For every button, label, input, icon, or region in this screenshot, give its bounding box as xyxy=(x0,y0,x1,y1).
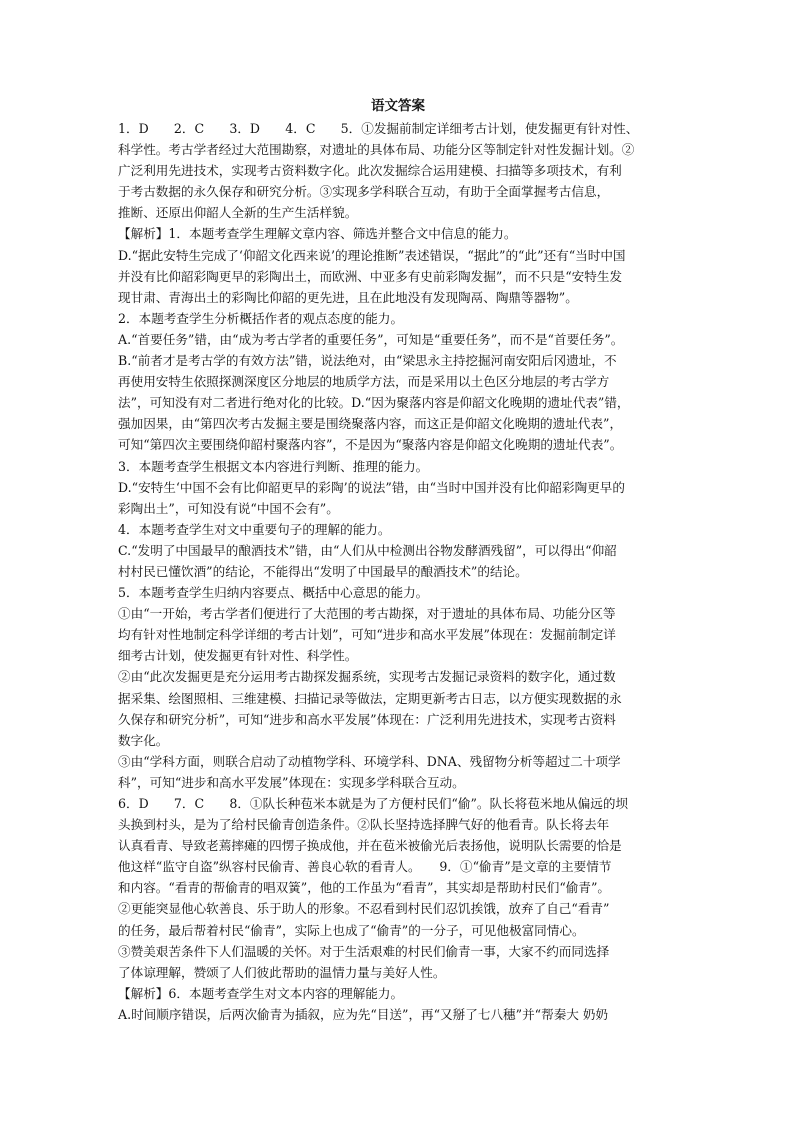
text-line: 和内容。“看青的帮偷青的唱双簧”，他的工作虽为“看青”，其实却是帮助村民们“偷青”。 xyxy=(118,880,611,896)
text-line: 再使用安特生依照探测深度区分地层的地质学方法，而是采用以土色区分地层的考古学方 xyxy=(118,374,610,390)
text-line: 并没有比仰韶彩陶更早的彩陶出土，而欧洲、中亚多有史前彩陶发掘”，而不只是“安特生发 xyxy=(118,268,623,284)
text-line: 2．本题考查学生分析概括作者的观点态度的能力。 xyxy=(118,310,404,326)
text-line: 现甘肃、青海出土的彩陶比仰韶的更先进，且在此地没有发现陶鬲、陶鼎等器物”。 xyxy=(118,289,578,305)
text-line: 3．本题考查学生根据文本内容进行判断、推理的能力。 xyxy=(118,458,429,474)
text-line: C.“发明了中国最早的酿酒技术”错，由“人们从中检测出谷物发酵酒残留”，可以得出“仰韶 xyxy=(118,542,617,558)
text-line: 均有针对性地制定科学详细的考古计划”，可知“进步和高水平发展”体现在：发掘前制定详 xyxy=(118,627,616,643)
text-line: 法”，可知没有对二者进行绝对化的比较。D.“因为聚落内容是仰韶文化晚期的遗址代表”错， xyxy=(118,395,630,411)
text-line: ②更能突显他心软善良、乐于助人的形象。不忍看到村民们忍饥挨饿，放弃了自己“看青” xyxy=(118,901,610,917)
text-line: 久保存和研究分析”，可知“进步和高水平发展”体现在：广泛利用先进技术，实现考古资料 xyxy=(118,711,616,727)
text-line: A.时间顺序错误，后两次偷青为插叙，应为先“目送”，再“又掰了七八穗”并“帮秦大 奶奶 xyxy=(118,1006,609,1022)
text-line: B.“前者才是考古学的有效方法”错，说法绝对，由“梁思永主持挖掘河南安阳后冈遗址，不 xyxy=(118,353,617,369)
text-line: A.“首要任务”错，由“成为考古学者的重要任务”，可知是“重要任务”，而不是“首要任务”。 xyxy=(118,331,624,347)
text-line: 4．本题考查学生对文中重要句子的理解的能力。 xyxy=(118,521,391,537)
text-line: 的任务，最后帮着村民“偷青”，实际上也成了“偷青”的一分子，可见他极富同情心。 xyxy=(118,922,585,938)
document-title: 语文答案 xyxy=(371,98,425,114)
text-line: 科”，可知“进步和高水平发展”体现在：实现多学科联合互动。 xyxy=(118,774,465,790)
text-line: 科学性。考古学者经过大范围勘察，对遗址的具体布局、功能分区等制定针对性发掘计划。② xyxy=(118,142,635,158)
text-line: ③由“学科方面，则联合启动了动植物学科、环境学科、DNA、残留物分析等超过二十项学 xyxy=(118,753,621,769)
text-line: D.“安特生‘中国不会有比仰韶更早的彩陶’的说法”错，由“当时中国并没有比仰韶彩陶更早的 xyxy=(118,479,625,495)
text-line: 5．本题考查学生归纳内容要点、概括中心意思的能力。 xyxy=(118,585,429,601)
text-line: 推断、还原出仰韶人全新的生产生活样貌。 xyxy=(118,205,358,221)
text-line: 6．D 7．C 8．①队长种苞米本就是为了方便村民们“偷”。队长将苞米地从偏远的坝 xyxy=(118,796,629,811)
text-line: 【解析】1．本题考查学生理解文章内容、筛选并整合文中信息的能力。 xyxy=(118,226,517,242)
text-line: ③赞美艰苦条件下人们温暖的关怀。对于生活艰难的村民们偷青一事，大家不约而同选择 xyxy=(118,943,610,959)
text-line: ②由“此次发掘更是充分运用考古勘探发掘系统，实现考古发掘记录资料的数字化，通过数 xyxy=(118,669,616,685)
text-line: 据采集、绘图照相、三维建模、扫描记录等做法，定期更新考古日志，以方便实现数据的永 xyxy=(118,690,622,706)
text-line: 头换到村头，是为了给村民偷青创造条件。②队长坚持选择脾气好的他看青。队长将去年 xyxy=(118,817,610,833)
text-line: 【解析】6．本题考查学生对文本内容的理解能力。 xyxy=(118,985,404,1001)
text-line: 彩陶出土”，可知没有说“中国不会有”。 xyxy=(118,500,339,516)
text-line: 强加因果，由“第四次考古发掘主要是围绕聚落内容，而这正是仰韶文化晚期的遗址代表”， xyxy=(118,416,623,432)
text-line: 1．D 2．C 3．D 4．C 5．①发掘前制定详细考古计划，使发掘更有针对性、 xyxy=(118,121,639,136)
text-line: 可知“第四次主要围绕仰韶村聚落内容”，不是因为“聚落内容是仰韶文化晚期的遗址代表”。 xyxy=(118,437,623,453)
text-line: D.“据此安特生完成了‘仰韶文化西来说’的理论推断”表述错误，“据此”的“此”还有“当时中国 xyxy=(118,247,626,263)
text-line: 于考古数据的永久保存和研究分析。③实现多学科联合互动，有助于全面掌握考古信息， xyxy=(118,184,610,200)
text-line: 细考古计划，使发掘更有针对性、科学性。 xyxy=(118,648,358,664)
text-line: ①由“一开始，考古学者们便进行了大范围的考古勘探，对于遗址的具体布局、功能分区等 xyxy=(118,606,616,622)
answer-document xyxy=(118,96,678,1025)
text-line: 认真看青、导致老蔫摔瘫的四愣子换成他，并在苞米被偷光后表扬他，说明队长需要的恰是 xyxy=(118,838,622,854)
document-body xyxy=(118,118,678,1025)
text-line: 村村民已懂饮酒”的结论，不能得出“发明了中国最早的酿酒技术”的结论。 xyxy=(118,563,528,579)
text-line: 广泛利用先进技术，实现考古资料数字化。此次发掘综合运用建模、扫描等多项技术，有利 xyxy=(118,163,622,179)
text-line: 数字化。 xyxy=(118,732,169,748)
text-line: 了体谅理解，赞颂了人们彼此帮助的温情力量与美好人性。 xyxy=(118,964,446,980)
text-line: 他这样“监守自盗”纵容村民偷青、善良心软的看青人。 9．①“偷青”是文章的主要情节 xyxy=(118,859,612,875)
